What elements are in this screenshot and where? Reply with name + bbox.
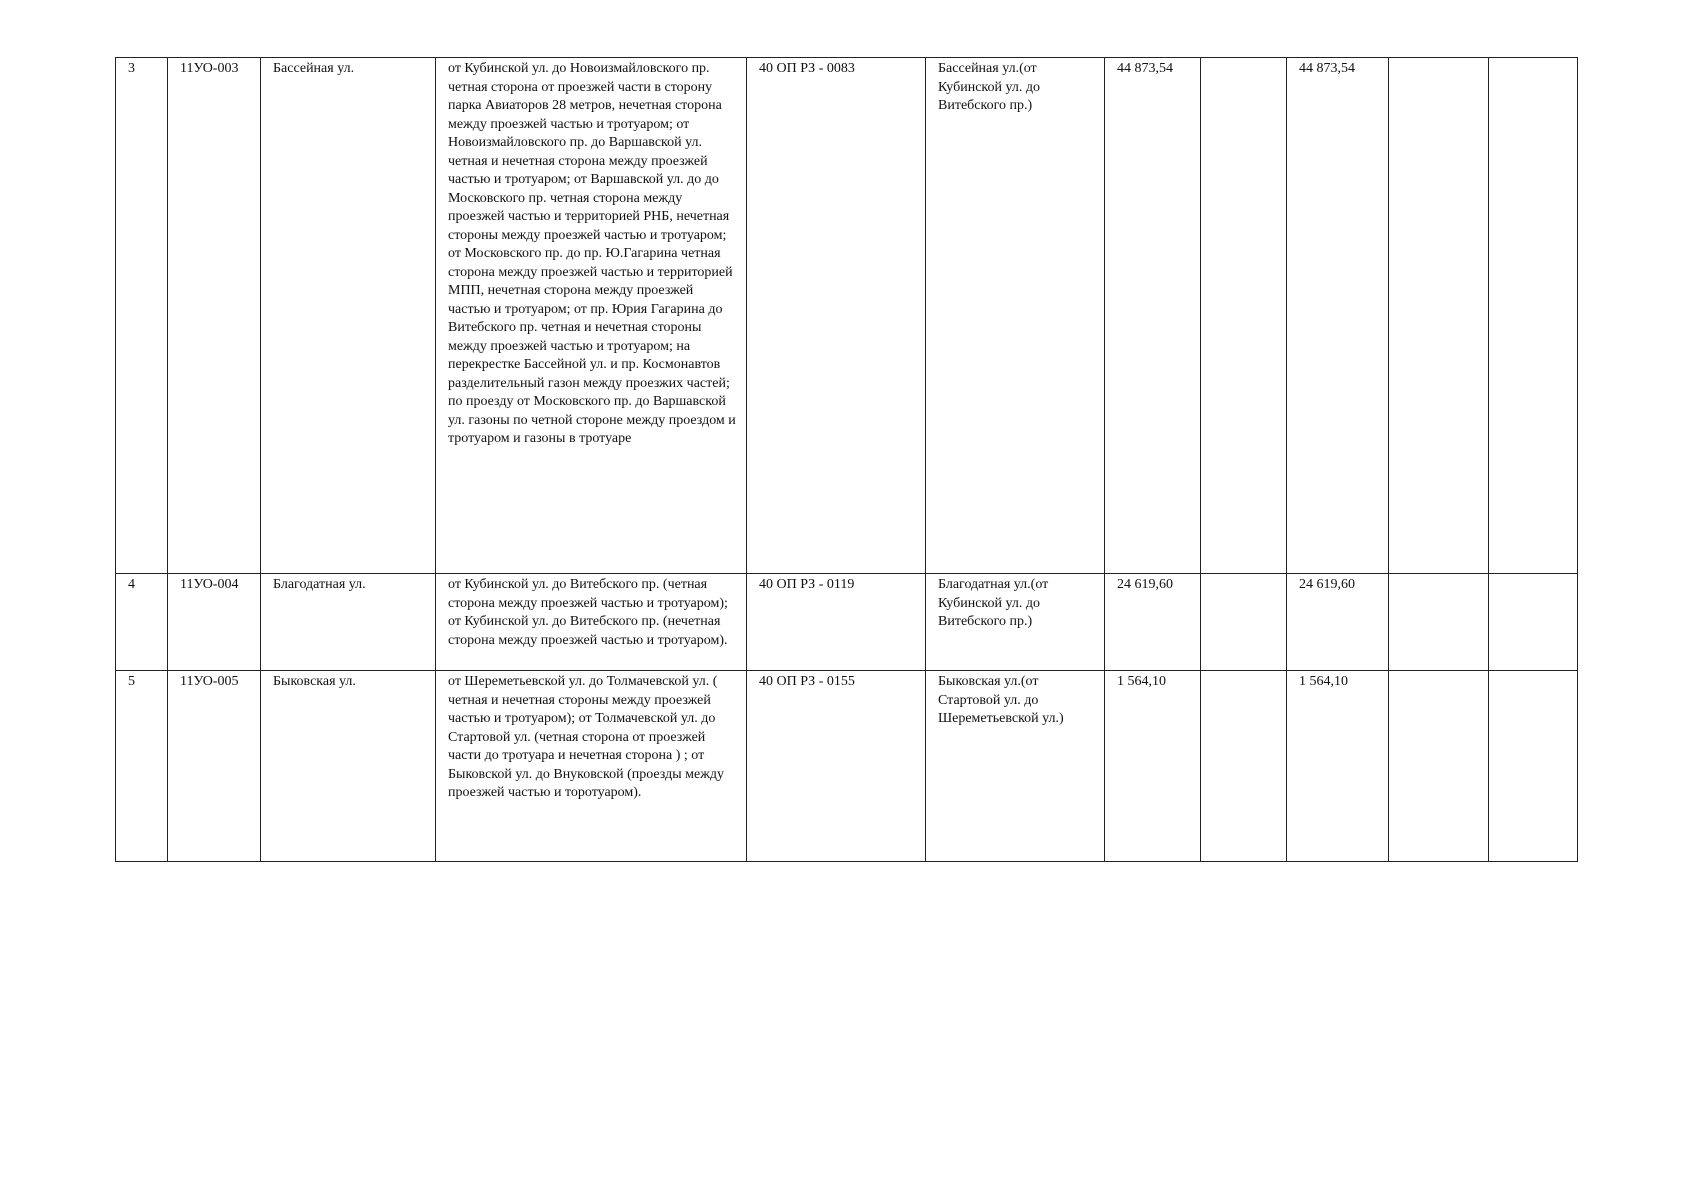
- road-id: 40 ОП РЗ - 0083: [747, 58, 926, 574]
- area-total: 1 564,10: [1105, 671, 1201, 862]
- area-total: 24 619,60: [1105, 574, 1201, 671]
- street-name: Бассейная ул.: [261, 58, 436, 574]
- empty-cell: [1489, 58, 1578, 574]
- road-name: Благодатная ул.(от Кубинской ул. до Витебского пр.): [926, 574, 1105, 671]
- empty-cell: [1489, 574, 1578, 671]
- table-row: [116, 671, 1578, 862]
- street-name: Быковская ул.: [261, 671, 436, 862]
- road-id: 40 ОП РЗ - 0119: [747, 574, 926, 671]
- table-row: [116, 574, 1578, 671]
- area-total: 44 873,54: [1105, 58, 1201, 574]
- location-description: от Кубинской ул. до Витебского пр. (четная сторона между проезжей частью и тротуаром); от Кубинской ул. до Витебского пр. (нечетная сторона между проезжей частью и тротуаром).: [436, 574, 747, 671]
- empty-cell: [1389, 58, 1489, 574]
- empty-cell: [1389, 574, 1489, 671]
- empty-cell: [1201, 574, 1287, 671]
- empty-cell: [1389, 671, 1489, 862]
- row-number: 4: [116, 574, 168, 671]
- road-id: 40 ОП РЗ - 0155: [747, 671, 926, 862]
- location-description: от Шереметьевской ул. до Толмачевской ул. ( четная и нечетная стороны между проезжей частью и тротуаром); от Толмачевской ул. до Стартовой ул. (четная сторона от проезжей части до тротуара и нечетная сторона ) ; от Быковской ул. до Внуковской (проезды между проезжей частью и торотуаром).: [436, 671, 747, 862]
- object-code: 11УО-004: [168, 574, 261, 671]
- empty-cell: [1201, 58, 1287, 574]
- area-value: 1 564,10: [1287, 671, 1389, 862]
- road-name: Бассейная ул.(от Кубинской ул. до Витебского пр.): [926, 58, 1105, 574]
- row-number: 3: [116, 58, 168, 574]
- empty-cell: [1489, 671, 1578, 862]
- green-areas-table: [115, 57, 1578, 862]
- object-code: 11УО-003: [168, 58, 261, 574]
- location-description: от Кубинской ул. до Новоизмайловского пр. четная сторона от проезжей части в сторону парка Авиаторов 28 метров, нечетная сторона между проезжей частью и тротуаром; от Новоизмайловского пр. до Варшавской ул. четная и нечетная сторона между проезжей частью и тротуаром; от Варшавской ул. до до Московского пр. четная сторона между проезжей частью и территорией РНБ, нечетная стороны между проезжей частью и тротуаром; от Московского пр. до пр. Ю.Гагарина четная сторона между проезжей частью и территорией МПП, нечетная сторона между проезжей частью и тротуаром; от пр. Юрия Гагарина до Витебского пр. четная и нечетная стороны между проезжей частью и тротуаром; на перекрестке Бассейной ул. и пр. Космонавтов разделительный газон между проезжих частей; по проезду от Московского пр. до Варшавской ул. газоны по четной стороне между проездом и тротуаром и газоны в тротуаре: [436, 58, 747, 574]
- object-code: 11УО-005: [168, 671, 261, 862]
- area-value: 24 619,60: [1287, 574, 1389, 671]
- empty-cell: [1201, 671, 1287, 862]
- area-value: 44 873,54: [1287, 58, 1389, 574]
- table-row: [116, 58, 1578, 574]
- street-name: Благодатная ул.: [261, 574, 436, 671]
- road-name: Быковская ул.(от Стартовой ул. до Шереметьевской ул.): [926, 671, 1105, 862]
- row-number: 5: [116, 671, 168, 862]
